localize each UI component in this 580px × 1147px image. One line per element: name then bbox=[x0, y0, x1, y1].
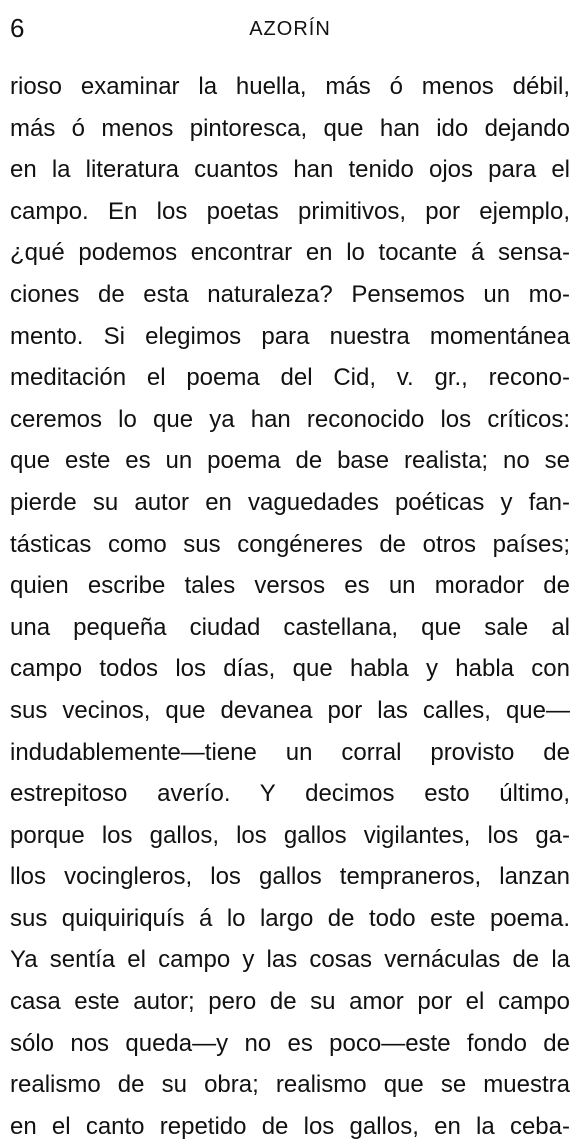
text-line: rioso examinar la huella, más ó menos débil, bbox=[10, 73, 570, 100]
text-line: realismo de su obra; realismo que se muestra bbox=[10, 1071, 570, 1099]
text-line: Ya sentía el campo y las cosas vernáculas de la bbox=[10, 946, 570, 974]
text-line: ¿qué podemos encontrar en lo tocante á sensa- bbox=[10, 239, 570, 267]
text-line: sus quiquiriquís á lo largo de todo este poema. bbox=[10, 904, 570, 932]
text-line: estrepitoso averío. Y decimos esto último, bbox=[10, 780, 570, 808]
text-line: sólo nos queda—y no es poco—este fondo de bbox=[10, 1029, 570, 1057]
text-line: quien escribe tales versos es un morador de bbox=[10, 572, 570, 600]
text-line: meditación el poema del Cid, v. gr., recono- bbox=[10, 364, 570, 392]
text-line: indudablemente—tiene un corral provisto de bbox=[10, 738, 570, 766]
text-line: ciones de esta naturaleza? Pensemos un mo- bbox=[10, 280, 570, 308]
text-line: mento. Si elegimos para nuestra momentánea bbox=[10, 322, 570, 350]
text-line: porque los gallos, los gallos vigilantes, los ga- bbox=[10, 821, 570, 849]
body-paragraph bbox=[10, 66, 570, 1147]
page-number: 6 bbox=[10, 13, 25, 43]
text-line: campo todos los días, que habla y habla con bbox=[10, 655, 570, 683]
text-line: que este es un poema de base realista; no se bbox=[10, 447, 570, 475]
text-line: en el canto repetido de los gallos, en la ceba- bbox=[10, 1112, 570, 1140]
running-head: AZORÍN bbox=[249, 18, 331, 40]
page-header bbox=[10, 12, 570, 44]
text-line: una pequeña ciudad castellana, que sale al bbox=[10, 613, 570, 641]
text-line: casa este autor; pero de su amor por el campo bbox=[10, 988, 570, 1016]
text-line: tásticas como sus congéneres de otros países; bbox=[10, 530, 570, 558]
text-line: sus vecinos, que devanea por las calles, que— bbox=[10, 696, 570, 724]
text-line: campo. En los poetas primitivos, por ejemplo, bbox=[10, 197, 570, 225]
text-line: en la literatura cuantos han tenido ojos para el bbox=[10, 156, 570, 184]
text-line: llos vocingleros, los gallos tempraneros, lanzan bbox=[10, 863, 570, 891]
text-line: más ó menos pintoresca, que han ido dejando bbox=[10, 114, 570, 142]
text-line: ceremos lo que ya han reconocido los críticos: bbox=[10, 405, 570, 433]
text-line: pierde su autor en vaguedades poéticas y fan- bbox=[10, 488, 570, 516]
